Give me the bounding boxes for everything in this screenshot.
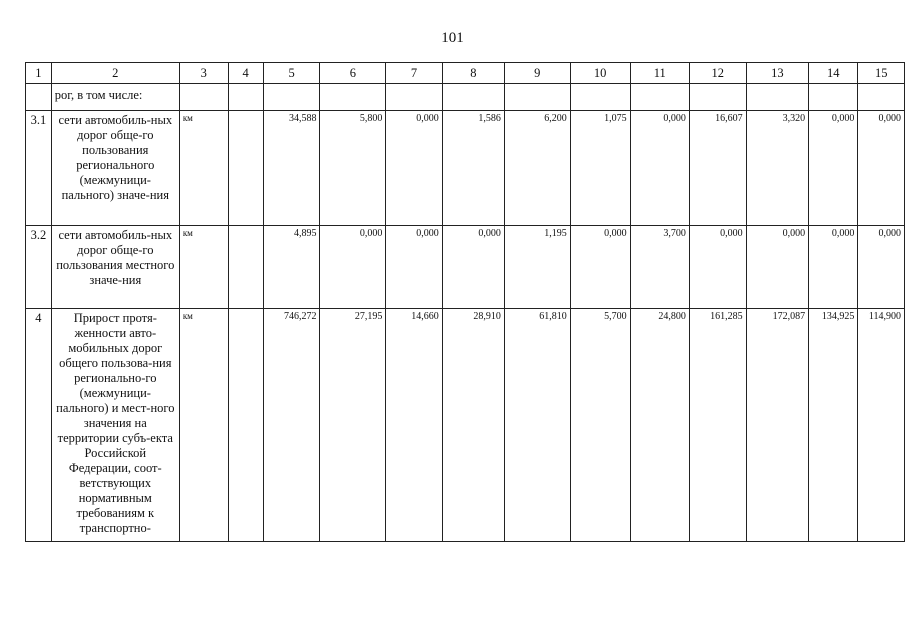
column-header: 11 — [630, 63, 689, 84]
row-name: Прирост протя-женности авто-мобильных дорог общего пользова-ния регионально-го (межмуници-пального) и мест-ного значения на территории субъ-екта Российской Федерации, соот-ветствующих нормативным требованиям к транспортно- — [51, 309, 179, 542]
cell-value: 34,588 — [263, 111, 320, 226]
cell-value: 28,910 — [442, 309, 504, 542]
cell-value: 0,000 — [386, 111, 442, 226]
cell-value: 0,000 — [386, 226, 442, 309]
cell-value: 0,000 — [858, 226, 905, 309]
table-row — [26, 309, 905, 542]
column-header: 8 — [442, 63, 504, 84]
column-header: 3 — [179, 63, 228, 84]
cell-value: 0,000 — [746, 226, 808, 309]
cell-value: 3,320 — [746, 111, 808, 226]
cell-value: 4,895 — [263, 226, 320, 309]
row-unit: км — [179, 309, 228, 542]
cell-value: 746,272 — [263, 309, 320, 542]
cell-value: 172,087 — [746, 309, 808, 542]
cell-value: 134,925 — [809, 309, 858, 542]
row-number: 3.1 — [26, 111, 52, 226]
column-header: 6 — [320, 63, 386, 84]
row-unit: км — [179, 226, 228, 309]
cell-value: 5,800 — [320, 111, 386, 226]
column-header: 5 — [263, 63, 320, 84]
row-number: 4 — [26, 309, 52, 542]
data-table — [25, 62, 905, 542]
column-header: 13 — [746, 63, 808, 84]
table-row — [26, 111, 905, 226]
cell-value: 27,195 — [320, 309, 386, 542]
cell-value: 6,200 — [504, 111, 570, 226]
column-header: 7 — [386, 63, 442, 84]
cell-value: 114,900 — [858, 309, 905, 542]
cell-value: 0,000 — [809, 226, 858, 309]
cell-value: 0,000 — [320, 226, 386, 309]
cell-value: 3,700 — [630, 226, 689, 309]
column-header: 1 — [26, 63, 52, 84]
cell-value: 16,607 — [689, 111, 746, 226]
column-header: 4 — [228, 63, 263, 84]
cell-value: 24,800 — [630, 309, 689, 542]
cell-value: 1,075 — [570, 111, 630, 226]
row-col4 — [228, 309, 263, 542]
column-header: 2 — [51, 63, 179, 84]
column-header: 15 — [858, 63, 905, 84]
cell-value: 0,000 — [858, 111, 905, 226]
column-header: 14 — [809, 63, 858, 84]
table-header-row — [26, 63, 905, 84]
row-name: рог, в том числе: — [51, 84, 179, 111]
row-number: 3.2 — [26, 226, 52, 309]
column-header: 12 — [689, 63, 746, 84]
column-header: 10 — [570, 63, 630, 84]
cell-value: 0,000 — [689, 226, 746, 309]
row-unit: км — [179, 111, 228, 226]
cell-value: 161,285 — [689, 309, 746, 542]
row-col4 — [228, 226, 263, 309]
cell-value: 61,810 — [504, 309, 570, 542]
cell-value: 0,000 — [570, 226, 630, 309]
table-row — [26, 226, 905, 309]
row-name: сети автомобиль-ных дорог обще-го пользования местного значе-ния — [51, 226, 179, 309]
row-name: сети автомобиль-ных дорог обще-го пользования регионального (межмуници-пального) значе-ния — [51, 111, 179, 226]
column-header: 9 — [504, 63, 570, 84]
cell-value: 1,586 — [442, 111, 504, 226]
cell-value: 0,000 — [442, 226, 504, 309]
cell-value: 5,700 — [570, 309, 630, 542]
cell-value: 14,660 — [386, 309, 442, 542]
row-col4 — [228, 111, 263, 226]
cell-value: 0,000 — [809, 111, 858, 226]
cell-value: 0,000 — [630, 111, 689, 226]
cell-value: 1,195 — [504, 226, 570, 309]
page-number: 101 — [441, 30, 464, 46]
table-row-continuation — [26, 84, 905, 111]
